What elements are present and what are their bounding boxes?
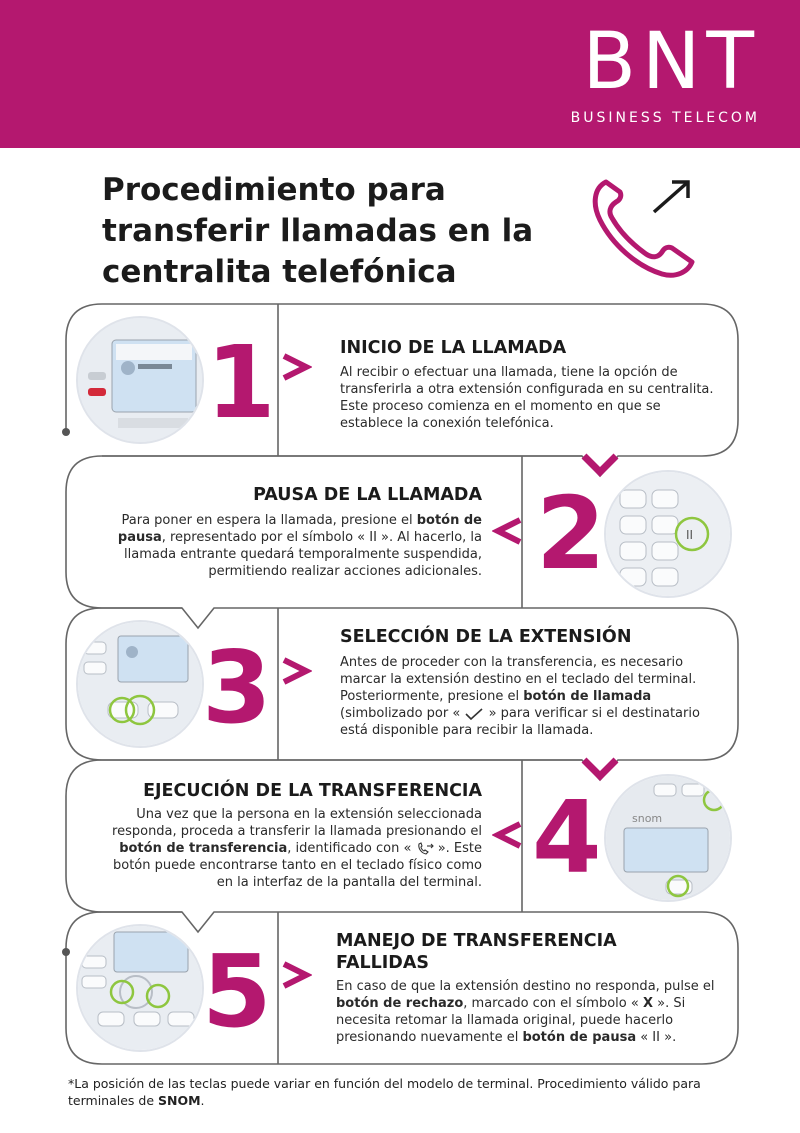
step5-photo: [76, 924, 204, 1052]
step4-number: 4: [532, 779, 602, 896]
step3-chevron-icon: [278, 656, 312, 686]
step3-number: 3: [202, 629, 272, 746]
check-icon: [464, 708, 484, 720]
step2-chevron-icon: [492, 516, 526, 546]
logo-mark: BNT: [582, 17, 760, 107]
header-banner: [0, 0, 800, 148]
step4-text: Una vez que la persona en la extensión seleccionada responda, proceda a transferir la llamada presionando el botón de transferencia, identificado con « ». Este botón puede encontrarse tanto en el teclado físico como en la interfaz de la pantalla del terminal.: [112, 807, 482, 890]
step5-chevron-icon: [278, 960, 312, 990]
step3-photo: [76, 620, 204, 748]
svg-text:II: II: [686, 528, 694, 542]
footnote: *La posición de las teclas puede variar en función del modelo de terminal. Procedimiento válido para terminales de SNOM.: [68, 1076, 701, 1108]
step1-title: INICIO DE LA LLAMADA: [340, 338, 567, 358]
page-title: Procedimiento para transferir llamadas en la centralita telefónica: [102, 172, 534, 290]
step1-chevron-icon: [278, 352, 312, 382]
step4-title: EJECUCIÓN DE LA TRANSFERENCIA: [143, 781, 482, 801]
step2-title: PAUSA DE LA LLAMADA: [253, 485, 482, 505]
svg-text:snom: snom: [632, 812, 663, 825]
step4-chevron-icon: [492, 820, 526, 850]
transfer-icon: [416, 842, 434, 856]
step1-number: 1: [206, 324, 276, 441]
step4-photo: [604, 774, 732, 902]
step2-number: 2: [536, 475, 606, 592]
step5-title: MANEJO DE TRANSFERENCIA FALLIDAS: [336, 931, 617, 973]
step5-text: En caso de que la extensión destino no responda, pulse el botón de rechazo, marcado con el símbolo « X ». Si necesita retomar la llamada original, puede hacerlo presionando nuevamente el botón de pausa « II ».: [336, 979, 715, 1045]
step5-number: 5: [202, 933, 272, 1050]
step2-photo: [604, 470, 732, 598]
flow-end-dot: [62, 948, 70, 956]
step3-title: SELECCIÓN DE LA EXTENSIÓN: [340, 627, 632, 647]
step2-text: Para poner en espera la llamada, presione el botón de pausa, representado por el símbolo « II ». Al hacerlo, la llamada entrante quedará temporalmente suspendida, permitiendo realizar acciones adicionales.: [117, 513, 482, 579]
flow-start-dot: [62, 428, 70, 436]
step1-text: Al recibir o efectuar una llamada, tiene la opción de transferirla a otra extensión configurada en su centralita. Este proceso comienza en el momento en que se establece la conexión telefónica.: [340, 365, 714, 431]
bnt-logo: [540, 17, 760, 126]
phone-transfer-icon: [588, 178, 708, 278]
step3-text: Antes de proceder con la transferencia, es necesario marcar la extensión destino en el teclado del terminal. Posteriormente, presione el botón de llamada (simbolizado por « » para verificar si el destinatario está disponible para recibir la llamada.: [340, 655, 700, 738]
step1-photo: [76, 316, 204, 444]
logo-tagline: BUSINESS TELECOM: [570, 110, 760, 126]
